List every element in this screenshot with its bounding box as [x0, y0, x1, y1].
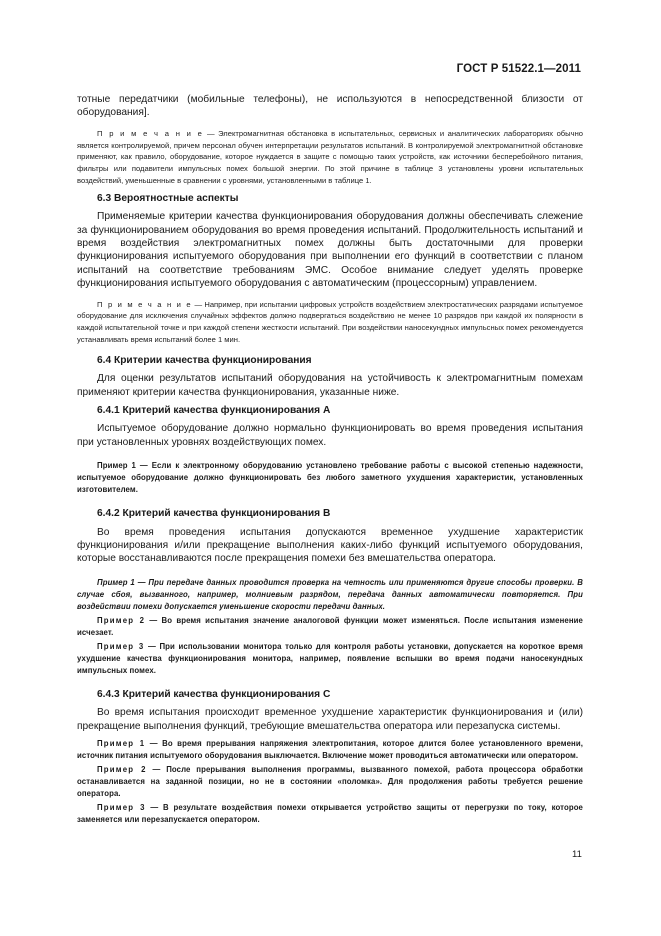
page-content — [77, 93, 583, 826]
note-label: П р и м е ч а н и е — [97, 128, 204, 138]
section-6-4-paragraph: Для оценки результатов испытаний оборудования на устойчивость к электромагнитным помехам применяют критерии качества функционирования, указанные ниже. — [77, 373, 583, 398]
example-paragraph — [77, 738, 583, 762]
section-6-4-1-paragraph: Испытуемое оборудование должно нормально функционировать во время проведения испытания при установленных уровнях воздействующих помех. — [77, 423, 583, 448]
example-label: Пример 3 — [97, 803, 146, 813]
section-heading-6-4: 6.4 Критерии качества функционирования — [97, 354, 312, 366]
note-paragraph — [77, 299, 583, 346]
example-text: — Во время прерывания напряжения электропитания, которое длится более установленного времени, источник питания испытуемого оборудования выключается. Включение может проводиться автоматически или оператором. — [77, 739, 583, 761]
document-code-header: ГОСТ Р 51522.1—2011 — [456, 63, 581, 75]
section-heading-6-4-3: 6.4.3 Критерий качества функционирования С — [97, 688, 331, 700]
page-number: 11 — [572, 849, 582, 860]
example-label: Пример 3 — [97, 641, 145, 651]
example-text: — После прерывания выполнения программы, вызванного помехой, работа процессора обработки останавливается на заданной позиции, но не в состоянии «поломка». Для продолжения работы требуется решение оператора. — [77, 765, 583, 799]
note-label: П р и м е ч а н и е — [97, 299, 193, 309]
section-6-4-3-paragraph: Во время испытания происходит временное ухудшение характеристик функционирования и (или) прекращение выполнения функций, требующие вмешательства оператора или перезапуска системы. — [77, 707, 583, 732]
note-text: — Электромагнитная обстановка в испытательных, сервисных и аналитических лабораториях обычно является контролируемой, причем персонал обучен интерпретации результатов испытаний. В контролируемой электромагнитной обстановке применяют, как правило, оборудование, которое нуждается в защите с помощью таких устройств, как источники бесперебойного питания, фильтры или подавители импульсных помех большой энергии. По этой причине в таблице 3 установлены уровни испытательных воздействий, уменьшенные в сравнении с уровнями, установленными в таблице 1. — [77, 128, 583, 185]
example-text: — Во время испытания значение аналоговой функции может изменяться. После испытания изменение исчезает. — [77, 615, 583, 637]
example-paragraph: Пример 1 — Если к электронному оборудованию установлено требование работы с высокой степенью надежности, испытуемое оборудование должно функционировать без любого заметного ухудшения характеристик, установленных изготовителем. — [77, 461, 583, 495]
example-paragraph: Пример 1 — При передаче данных проводится проверка на четность или применяются другие способы проверки. В случае сбоя, вызванного, например, молниевым разрядом, передача данных автоматически повторяется. При воздействии помехи допускается уменьшение скорости передачи данных. — [77, 577, 583, 611]
example-label: Пример 2 — [97, 615, 146, 625]
note-paragraph — [77, 128, 583, 187]
section-heading-6-4-1: 6.4.1 Критерий качества функционирования А — [97, 405, 331, 417]
example-paragraph — [77, 764, 583, 800]
example-label: Пример 2 — [97, 765, 147, 775]
note-text: — Например, при испытании цифровых устройств воздействием электростатических разрядами испытуемое оборудование для исключения случайных эффектов должно подвергаться воздействию не менее 10 разрядов при каждой их полярности в каждой испытательной точке и при каждой степени жесткости испытаний. При воздействии наносекундных импульсных помех рекомендуется устанавливать время испытаний более 1 мин. — [77, 299, 583, 345]
example-paragraph — [77, 615, 583, 639]
section-heading-6-3: 6.3 Вероятностные аспекты — [97, 192, 239, 204]
example-paragraph — [77, 802, 583, 826]
example-paragraph — [77, 641, 583, 677]
example-label: Пример 1 — [97, 739, 146, 749]
example-text: — В результате воздействия помехи открывается устройство защиты от перегрузки по току, которое заменяется или перезапускается оператором. — [77, 803, 583, 825]
section-heading-6-4-2: 6.4.2 Критерий качества функционирования В — [97, 508, 331, 520]
section-6-4-2-paragraph: Во время проведения испытания допускаются временное ухудшение характеристик функционирования и/или прекращение выполнения каких-либо функций испытуемого оборудования, которые восстанавливаются после прекращения помехи без вмешательства оператора. — [77, 526, 583, 565]
section-6-3-paragraph: Применяемые критерии качества функционирования оборудования должны обеспечивать слежение за функционированием оборудования во время проведения испытаний. Продолжительность испытаний и время воздействия электромагнитных помех должны быть достаточными для проверки функционирования испытуемого оборудования при выполнении его функций в соответствии с планом испытаний на соответствие требованиям ЭМС. Особое внимание следует уделять проверке функционирования испытуемого оборудования с автоматическим (процессорным) управлением. — [77, 211, 583, 290]
example-text: — При использовании монитора только для контроля работы установки, допускается на короткое время ухудшение качества функционирования монитора, например, появление вспышки во время подачи наносекундных импульсных помех. — [77, 641, 583, 675]
continuation-paragraph: тотные передатчики (мобильные телефоны), не используются в непосредственной близости от оборудования]. — [77, 94, 583, 119]
